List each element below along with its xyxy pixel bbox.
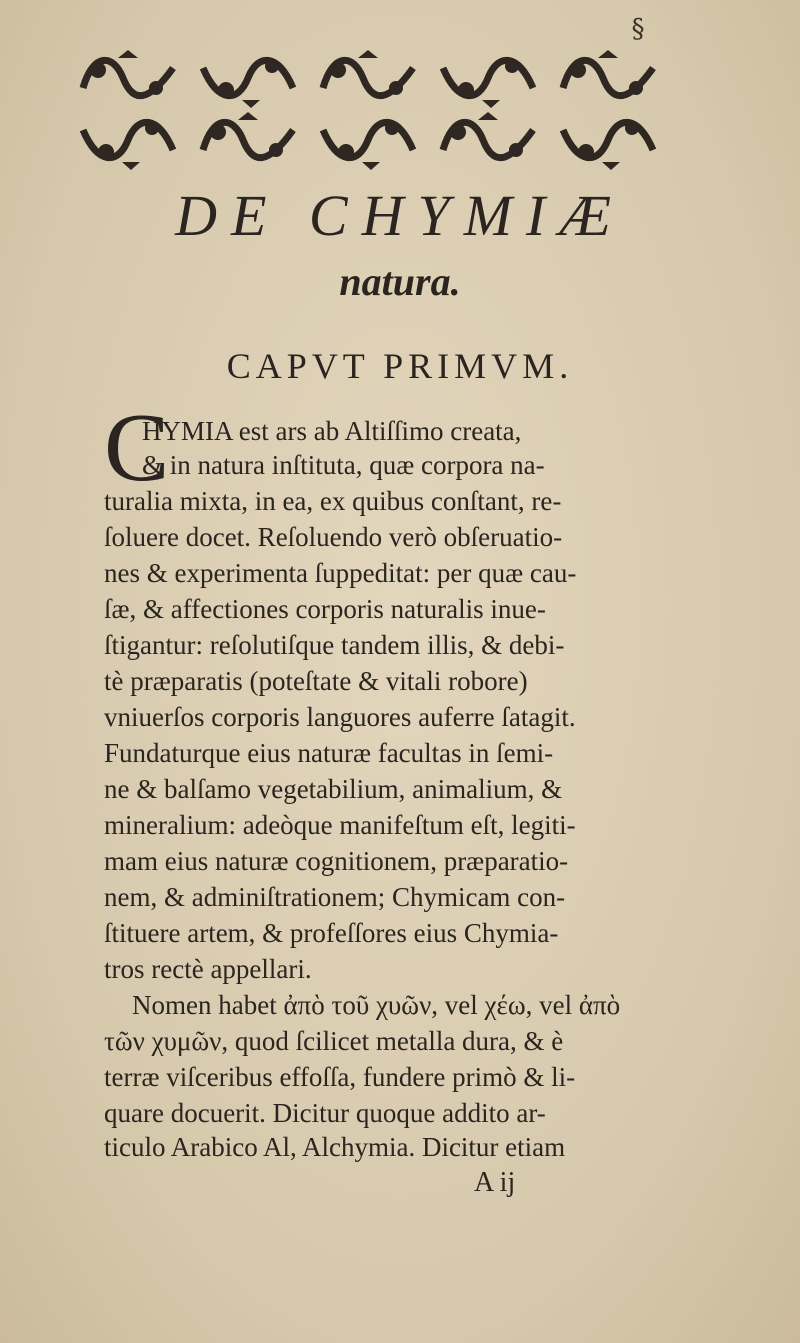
text-line: vniuerſos corporis languores auferre ſatagit. [104, 702, 576, 732]
headpiece-ornament-bottom [78, 108, 658, 174]
ornament-scroll-icon [438, 110, 538, 172]
drop-cap: C [104, 394, 170, 502]
text-line: mineralium: adeòque manifeſtum eſt, legiti- [104, 810, 576, 840]
ornament-scroll-icon [198, 48, 298, 110]
text-line: tè præparatis (poteſtate & vitali robore) [104, 666, 528, 696]
ornament-scroll-icon [318, 110, 418, 172]
text-line: ſæ, & affectiones corporis naturalis inue- [104, 594, 546, 624]
text-line: turalia mixta, in ea, ex quibus conſtant, re- [104, 486, 562, 516]
text-line: ſtigantur: reſolutiſque tandem illis, & debi- [104, 630, 565, 660]
text-line: τῶν χυμῶν, quod ſcilicet metalla dura, & è [104, 1026, 564, 1056]
text-line: terræ viſceribus effoſſa, fundere primò & li- [104, 1062, 576, 1092]
text-line: & in natura inſtituta, quæ corpora na- [142, 450, 545, 480]
text-line: ſtituere artem, & profeſſores eius Chymia- [104, 918, 559, 948]
catchword: A ij [474, 1167, 516, 1198]
text-line: ſoluere docet. Reſoluendo verò obſeruatio- [104, 522, 563, 552]
page-subtitle: natura. [339, 259, 461, 304]
headpiece-ornament-top [78, 46, 658, 112]
text-line: HYMIA est ars ab Altiſſimo creata, [142, 416, 522, 446]
ornament-scroll-icon [558, 48, 658, 110]
ornament-scroll-icon [78, 48, 178, 110]
chapter-heading: CAPVT PRIMVM. [226, 346, 574, 386]
ornament-scroll-icon [318, 48, 418, 110]
text-line: quare docuerit. Dicitur quoque addito ar- [104, 1098, 546, 1128]
text-line: tros rectè appellari. [104, 954, 312, 984]
text-line: Fundaturque eius naturæ facultas in ſemi- [104, 738, 554, 768]
text-line: ne & balſamo vegetabilium, animalium, & [104, 774, 563, 804]
ornament-scroll-icon [558, 110, 658, 172]
signature-mark: § [631, 14, 645, 44]
ornament-scroll-icon [438, 48, 538, 110]
text-line: ticulo Arabico Al, Alchymia. Dicitur etiam [104, 1132, 566, 1162]
page-title: DE CHYMIÆ [175, 183, 625, 248]
ornament-scroll-icon [78, 110, 178, 172]
text-line: nes & experimenta ſuppeditat: per quæ cau- [104, 558, 577, 588]
text-line: mam eius naturæ cognitionem, præparatio- [104, 846, 569, 876]
ornament-scroll-icon [198, 110, 298, 172]
text-line: nem, & adminiſtrationem; Chymicam con- [104, 882, 566, 912]
text-line: Nomen habet ἀπὸ τοῦ χυῶν, vel χέω, vel ἀπὸ [132, 990, 621, 1020]
